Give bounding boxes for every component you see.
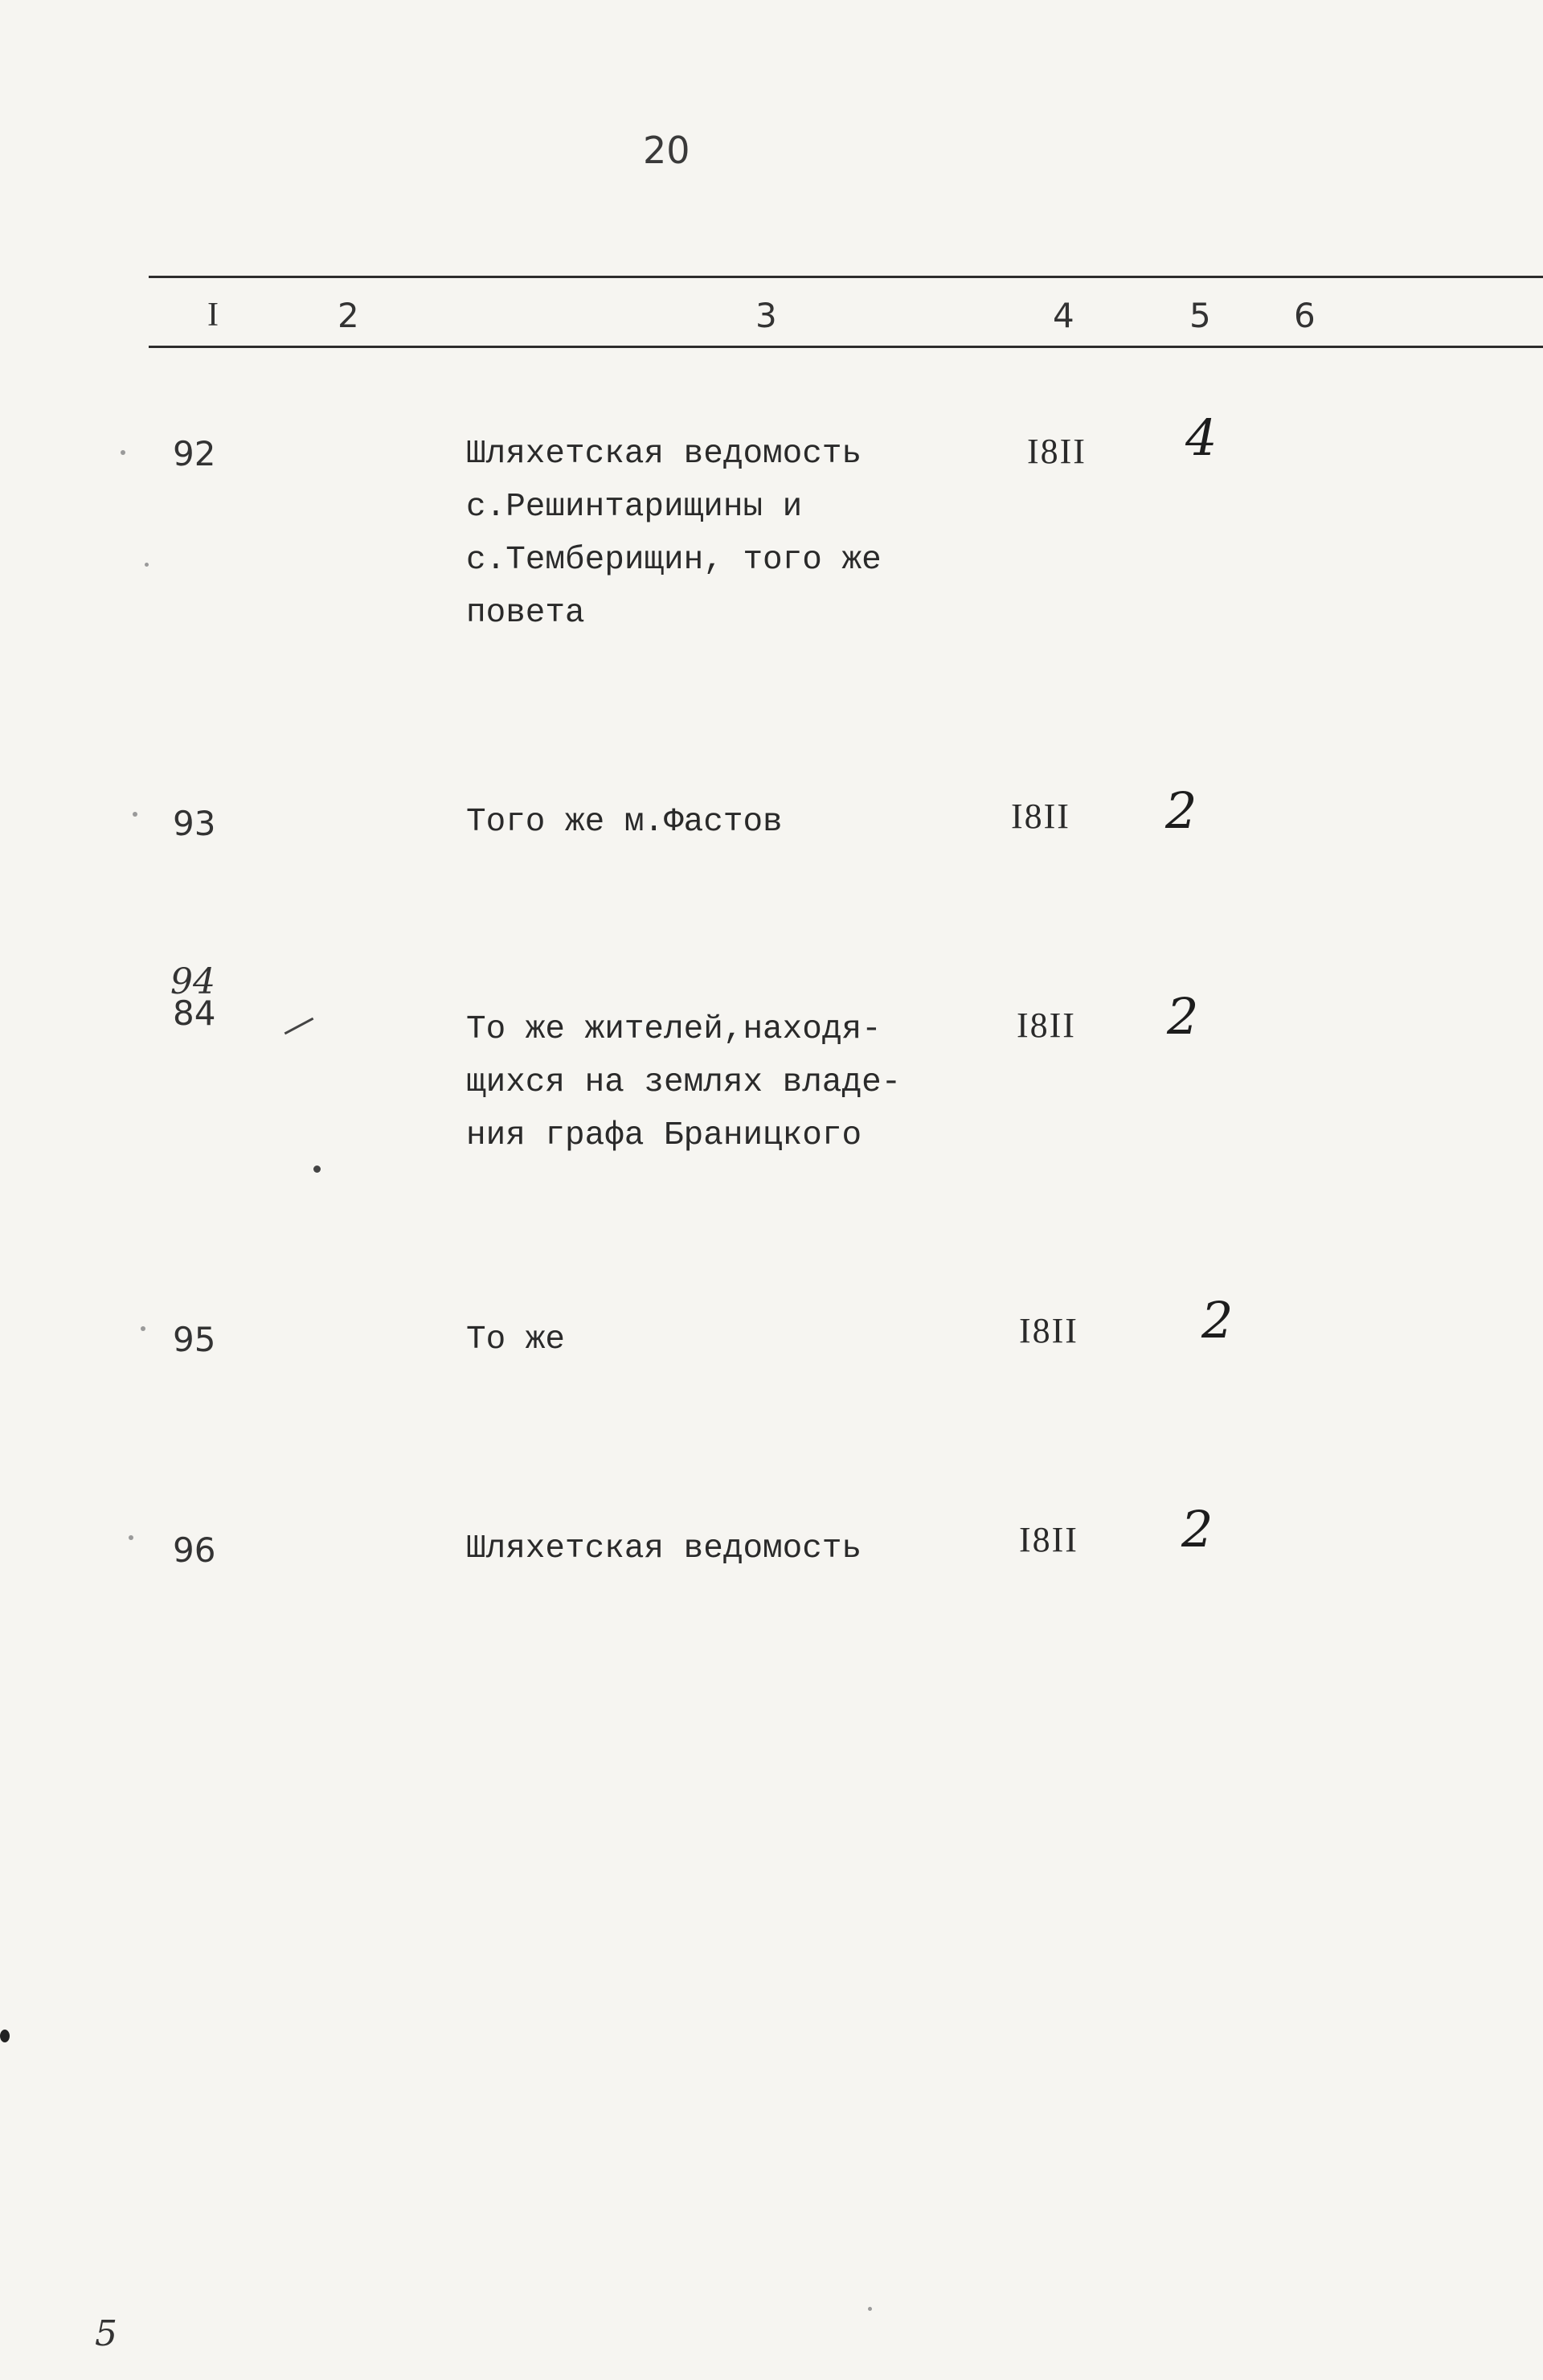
scan-speck bbox=[868, 2307, 872, 2311]
scan-speck bbox=[313, 1165, 321, 1173]
row-year: I8II bbox=[1011, 797, 1070, 836]
row-sheet-count: 2 bbox=[1167, 987, 1199, 1046]
row-year: I8II bbox=[1019, 1520, 1078, 1559]
row-description: Шляхетская ведомость с.Решинтарищины и с.Темберищин, того же повета bbox=[466, 436, 882, 632]
column-header-3: 3 bbox=[755, 296, 777, 335]
row-sheet-count: 4 bbox=[1185, 408, 1218, 467]
column-header-1: I bbox=[207, 297, 219, 334]
handwritten-correction: 94 bbox=[170, 961, 215, 1002]
scan-speck bbox=[129, 1535, 133, 1540]
page-number: 20 bbox=[643, 129, 690, 172]
row-sheet-count: 2 bbox=[1181, 1500, 1214, 1559]
row-number: 95 bbox=[173, 1320, 216, 1359]
column-header-6: 6 bbox=[1294, 296, 1316, 335]
table-header-rule bbox=[149, 346, 1543, 348]
row-number: 84 bbox=[173, 993, 216, 1033]
row-year: I8II bbox=[1017, 1006, 1076, 1045]
scan-speck bbox=[0, 2030, 10, 2042]
scan-speck bbox=[121, 450, 125, 455]
row-year: I8II bbox=[1019, 1311, 1078, 1350]
row-description: То же жителей,находя- щихся на землях владе- ния графа Браницкого bbox=[466, 1011, 902, 1154]
column-header-4: 4 bbox=[1053, 296, 1074, 335]
table-top-rule bbox=[149, 276, 1543, 278]
row-sheet-count: 2 bbox=[1165, 781, 1197, 840]
row-description: Того же м.Фастов bbox=[466, 804, 783, 841]
row-description: То же bbox=[466, 1321, 566, 1358]
row-sheet-count: 2 bbox=[1201, 1291, 1234, 1350]
corner-mark: 5 bbox=[95, 2313, 117, 2354]
scan-speck bbox=[145, 563, 149, 567]
row-year: I8II bbox=[1027, 432, 1087, 471]
row-number: 92 bbox=[173, 434, 216, 473]
scan-speck bbox=[141, 1326, 145, 1331]
margin-tick-mark bbox=[284, 1018, 314, 1034]
column-header-2: 2 bbox=[338, 296, 359, 335]
scan-speck bbox=[133, 812, 137, 817]
row-description: Шляхетская ведомость bbox=[466, 1530, 862, 1567]
row-number: 93 bbox=[173, 804, 216, 843]
row-number: 96 bbox=[173, 1530, 216, 1570]
column-header-5: 5 bbox=[1189, 296, 1211, 335]
